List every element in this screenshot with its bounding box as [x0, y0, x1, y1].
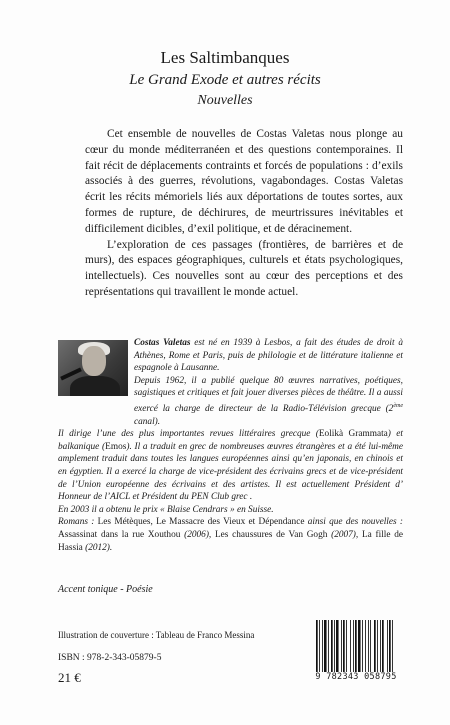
barcode-digits: 9 782343 058795 [315, 672, 397, 682]
bio-activities: Il dirige l’une des plus importantes revues littéraires grecque (Eolikà Grammata) et balkanique (Emos). Il a traduit en grec de nombreuses œuvres étrangères et a été lui-même amplement traduit dans toutes les langues européennes ainsi qu’en japonais, en chinois et en égyptien. Il a exercé la charge de vice-président des écrivains grecs et de vice-président de l’Union européenne des écrivains et des artistes. Il est actuellement Président d’ Honneur de l’AICL et Président du PEN Club grec . [58, 429, 404, 503]
book-title: Les Saltimbanques [160, 48, 290, 67]
blurb-paragraph-1: Cet ensemble de nouvelles de Costas Valetas nous plonge au cœur du monde méditerranéen et des questions contemporaines. Il fait récit de déplacements contraints et forcés de populations : d’exils associés à des guerres, révolutions, vagabondages. Costas Valetas écrit les récits mémoriels liés aux déportations de toutes sortes, aux formes de rupture, de déchirures, de meurtrissures inévitables et difficilement dicibles, d’exil politique, et de déracinement. [85, 128, 403, 235]
blurb-paragraph-2: L’exploration de ces passages (frontières, de barrières et de murs), des espaces géographiques, culturels et états psychologiques, intellectuels). Ces nouvelles sont au cœur des perceptions et des représentations qui travaillent le monde actuel. [85, 238, 403, 298]
bio-intro: Costas Valetas est né en 1939 à Lesbos, a fait des études de droit à Athènes, Rome et Paris, puis de philologie et de littérature italienne et espagnole à Lausanne. [134, 338, 403, 374]
book-genre: Nouvelles [197, 93, 253, 108]
collection-name: Accent tonique - Poésie [58, 584, 153, 595]
bio-career: Depuis 1962, il a publié quelque 80 œuvres narratives, poétiques, sagistiques et critiques et fait jouer diverses pièces de théâtre. Il a aussi exercé la charge de directeur de la Radio-Télévision grecque (2ème canal). [134, 375, 403, 427]
blurb [85, 127, 403, 301]
bio-prize: En 2003 il a obtenu le prix « Blaise Cendrars » en Suisse. [58, 504, 274, 515]
isbn: ISBN : 978-2-343-05879-5 [58, 653, 162, 663]
cover-credit: Illustration de couverture : Tableau de Franco Messina [58, 630, 255, 640]
author-name: Costas Valetas [134, 338, 191, 348]
bio-bibliography: Romans : Les Métèques, Le Massacre des Vieux et Dépendance ainsi que des nouvelles : Assassinat dans la rue Xouthou (2006), Les chaussures de Van Gogh (2007), La fille de Hassia (2012). [58, 517, 404, 553]
barcode-icon [316, 620, 404, 672]
author-bio [58, 337, 403, 554]
price: 21 € [58, 670, 81, 685]
book-subtitle: Le Grand Exode et autres récits [129, 72, 321, 88]
